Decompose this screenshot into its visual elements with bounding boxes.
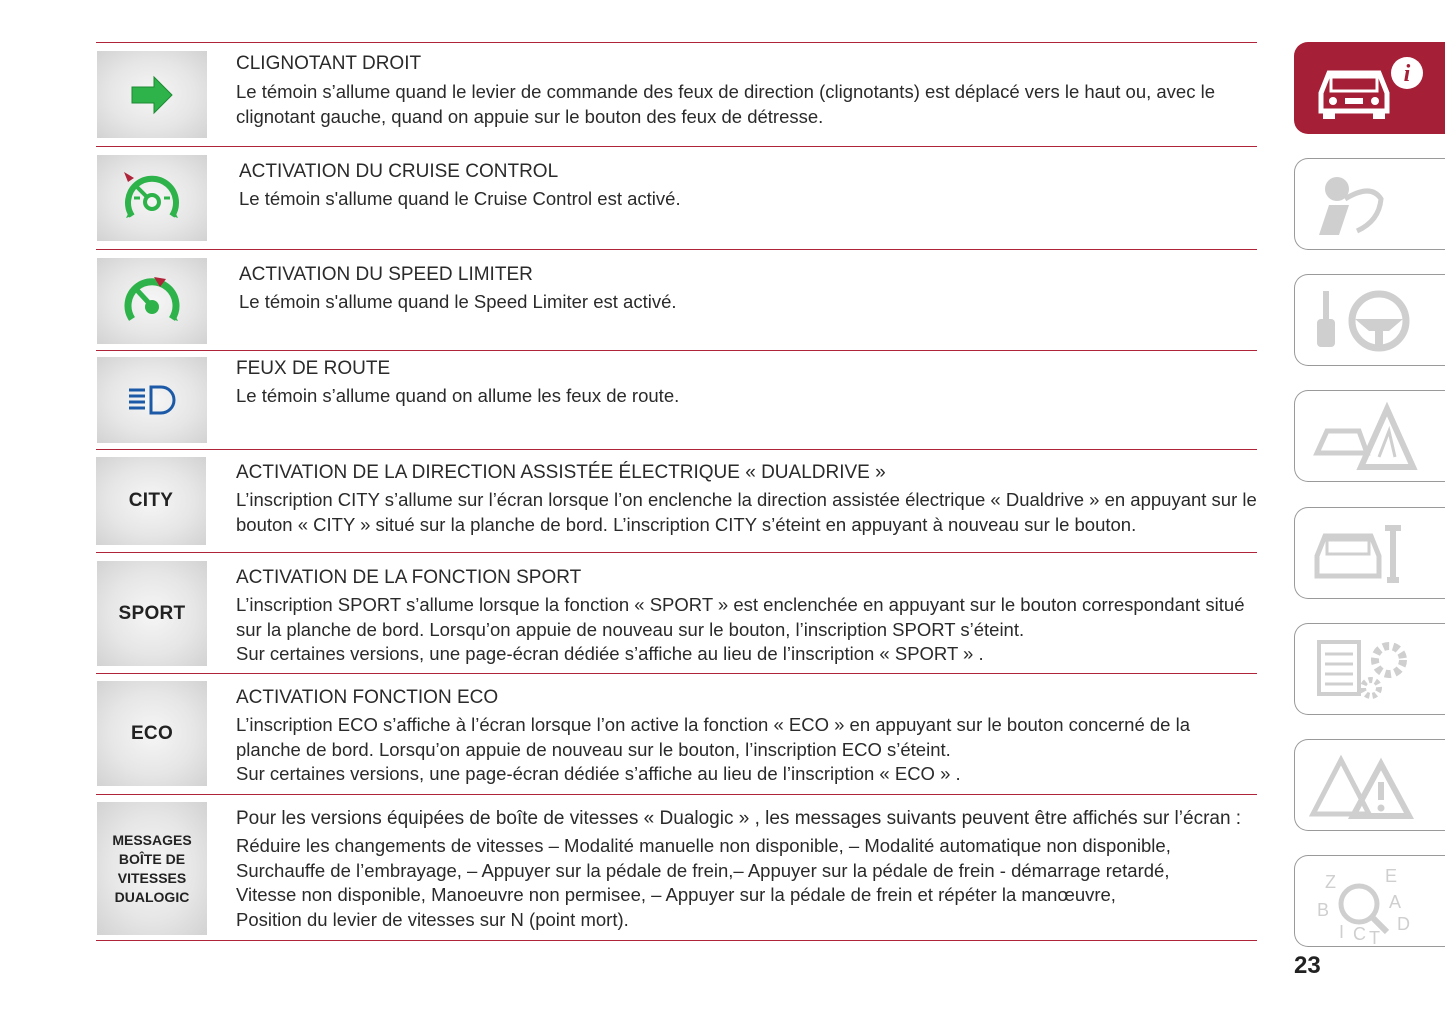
body-line: Le témoin s'allume quand le Speed Limiter est activé. xyxy=(239,291,677,312)
right-arrow-icon xyxy=(130,75,174,115)
car-info-icon xyxy=(1309,53,1434,123)
row-title: ACTIVATION DE LA DIRECTION ASSISTÉE ÉLECTRIQUE « DUALDRIVE » xyxy=(236,462,886,483)
dualogic-label-line: BOÎTE DE xyxy=(118,850,186,867)
sport-label: SPORT xyxy=(118,602,186,624)
body-line: L’inscription ECO s’affiche à l’écran lorsque l’on active la fonction « ECO » en appuyant sur le bouton concerné de la xyxy=(236,714,1190,735)
body-line: Vitesse non disponible, Manoeuvre non permisee, – Appuyer sur la pédale de frein et répéter la manœuvre, xyxy=(236,884,1116,905)
tab-safety[interactable] xyxy=(1294,158,1445,250)
tab-maintenance[interactable] xyxy=(1294,507,1445,599)
body-line: Le témoin s'allume quand le Cruise Control est activé. xyxy=(239,188,681,209)
row-body xyxy=(236,80,1257,129)
warning-triangles-icon xyxy=(1309,750,1419,820)
row-text xyxy=(239,263,1257,315)
dualogic-icon-box xyxy=(97,802,207,935)
cruise-control-icon xyxy=(120,168,184,228)
dualogic-label-line: MESSAGES xyxy=(112,831,192,848)
row-text xyxy=(236,566,1257,667)
high-beam-icon xyxy=(127,385,177,415)
body-line: Sur certaines versions, une page-écran dédiée s’affiche au lieu de l’inscription « SPORT » . xyxy=(236,643,984,664)
row-title: Pour les versions équipées de boîte de vitesses « Dualogic » , les messages suivants peuvent être affichés sur l’écran : xyxy=(236,808,1242,829)
row-title: CLIGNOTANT DROIT xyxy=(236,53,422,74)
row-text xyxy=(236,357,1257,409)
high-beam-icon-box xyxy=(97,357,207,443)
row-title: FEUX DE ROUTE xyxy=(236,358,391,379)
svg-text:Z E A B xyxy=(1317,866,1410,946)
row-city xyxy=(96,449,1257,552)
row-text xyxy=(236,686,1257,787)
key-steering-wheel-icon xyxy=(1309,285,1419,355)
row-dualogic xyxy=(96,794,1257,941)
row-cruise-control xyxy=(96,146,1257,249)
body-line: Sur certaines versions, une page-écran dédiée s’affiche au lieu de l’inscription « ECO » . xyxy=(236,763,961,784)
row-body xyxy=(239,290,1257,315)
svg-text:i: i xyxy=(1403,61,1411,87)
city-label: CITY xyxy=(128,490,174,511)
body-line: bouton « CITY » situé sur la planche de bord. L’inscription CITY s’éteint en appuyant à nouveau sur le bouton. xyxy=(236,513,1137,535)
speed-limiter-icon xyxy=(120,271,184,331)
row-speed-limiter xyxy=(96,249,1257,350)
tab-index[interactable] xyxy=(1294,855,1445,947)
row-body xyxy=(236,593,1257,667)
dualogic-label-line: VITESSES xyxy=(117,869,187,886)
airbag-person-icon xyxy=(1309,169,1389,239)
row-title: ACTIVATION DU CRUISE CONTROL xyxy=(239,161,559,182)
body-line: Surchauffe de l’embrayage, – Appuyer sur la pédale de frein,– Appuyer sur la pédale de frein - démarrage retardé, xyxy=(236,859,1170,881)
row-sport xyxy=(96,552,1257,673)
row-text xyxy=(236,461,1257,537)
row-body xyxy=(236,384,1257,409)
index-letter: B xyxy=(1317,900,1330,920)
row-turn-signal xyxy=(96,42,1257,146)
body-line: Position du levier de vitesses sur N (point mort). xyxy=(236,908,629,930)
car-service-wrench-icon xyxy=(1309,518,1419,588)
index-letter: Z xyxy=(1325,872,1336,892)
alphabet-index-icon xyxy=(1309,866,1419,946)
tab-knowing-car[interactable] xyxy=(1294,42,1445,134)
index-letter: T xyxy=(1369,928,1380,946)
index-letter: D xyxy=(1397,914,1410,934)
index-letter: C xyxy=(1353,924,1366,944)
cruise-icon-box xyxy=(97,155,207,241)
city-icon-box xyxy=(96,457,206,545)
body-line: Réduire les changements de vitesses – Modalité manuelle non disponible, – Modalité automatique non disponible, xyxy=(236,835,1171,856)
dualogic-label-line: DUALOGIC xyxy=(114,888,190,905)
specs-gear-icon xyxy=(1309,634,1419,704)
row-body xyxy=(236,834,1257,932)
speed-limiter-icon-box xyxy=(97,258,207,344)
row-body xyxy=(239,187,1257,212)
body-line: Le témoin s’allume quand on allume les feux de route. xyxy=(236,385,680,406)
row-text xyxy=(239,160,1257,212)
turn-signal-icon-box xyxy=(97,51,207,138)
dualogic-label xyxy=(112,831,191,907)
index-letter: E xyxy=(1385,866,1398,886)
index-letter: A xyxy=(1389,892,1401,912)
row-body xyxy=(236,713,1257,787)
sport-icon-box xyxy=(97,561,207,666)
body-line: clignotant gauche, quand on appuie sur le bouton des feux de détresse. xyxy=(236,105,824,127)
index-letter: I xyxy=(1339,922,1345,942)
accident-warning-icon xyxy=(1309,401,1419,471)
row-body xyxy=(236,488,1257,537)
page-number: 23 xyxy=(1294,952,1321,979)
tab-emergency[interactable] xyxy=(1294,390,1445,482)
body-line: Le témoin s’allume quand le levier de commande des feux de direction (clignotants) est déplacé vers le haut ou, avec le xyxy=(236,81,1216,102)
body-line: planche de bord. Lorsqu’on appuie de nouveau sur le bouton, l’inscription ECO s’éteint. xyxy=(236,738,951,760)
row-title: ACTIVATION DE LA FONCTION SPORT xyxy=(236,567,582,588)
tab-technical-data[interactable] xyxy=(1294,623,1445,715)
body-line: sur la planche de bord. Lorsqu’on appuie de nouveau sur le bouton, l’inscription SPORT s’éteint. xyxy=(236,618,1025,640)
row-text xyxy=(236,52,1257,129)
row-text xyxy=(236,807,1257,932)
row-title: ACTIVATION DU SPEED LIMITER xyxy=(239,264,533,285)
tab-warnings[interactable] xyxy=(1294,739,1445,831)
row-title: ACTIVATION FONCTION ECO xyxy=(236,687,499,708)
body-line: L’inscription SPORT s’allume lorsque la fonction « SPORT » est enclenchée en appuyant sur le bouton correspondant situé xyxy=(236,594,1245,615)
body-line: L’inscription CITY s’allume sur l’écran lorsque l’on enclenche la direction assistée électrique « Dualdrive » en appuyant sur le xyxy=(236,489,1257,510)
eco-icon-box xyxy=(97,681,207,786)
row-eco xyxy=(96,673,1257,794)
eco-label: ECO xyxy=(130,722,174,744)
tab-starting-driving[interactable] xyxy=(1294,274,1445,366)
indicator-table xyxy=(96,42,1257,941)
row-high-beam xyxy=(96,350,1257,449)
